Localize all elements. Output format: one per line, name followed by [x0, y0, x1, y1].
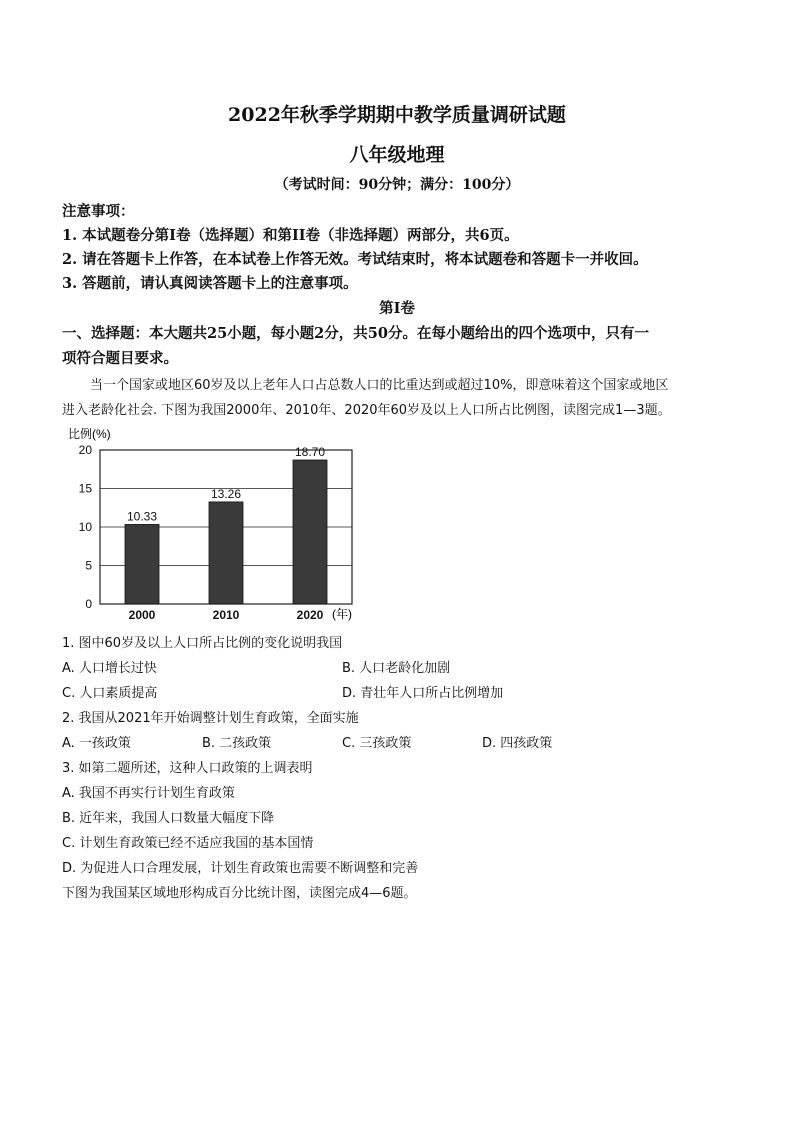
exam-info: （考试时间：90分钟；满分：100分）	[274, 177, 520, 193]
q3-stem: 3. 如第二题所述，这种人口政策的上调表明	[62, 761, 313, 776]
q3-option-c: C. 计划生育政策已经不适应我国的基本国情	[62, 836, 314, 851]
y-tick-label: 15	[78, 481, 92, 496]
notes-heading: 注意事项：	[62, 203, 135, 220]
population-ratio-bar-chart	[60, 420, 370, 630]
bar-2010	[209, 502, 243, 604]
q1-option-c: C. 人口素质提高	[62, 686, 158, 701]
section-heading-line2: 项符合题目要求。	[62, 350, 178, 367]
y-tick-label: 5	[85, 558, 92, 573]
q3-option-b: B. 近年来，我国人口数量大幅度下降	[62, 811, 275, 826]
bar-2020	[293, 460, 327, 604]
note-item-3: 3. 答题前，请认真阅读答题卡上的注意事项。	[62, 275, 358, 292]
y-axis-label: 比例(%)	[68, 427, 111, 441]
q1-option-d: D. 青壮年人口所占比例增加	[342, 686, 504, 701]
q2-option-c: C. 三孩政策	[342, 736, 412, 751]
y-tick-label: 20	[78, 443, 92, 457]
x-tick-label: 2010	[212, 608, 240, 622]
exam-subtitle: 八年级地理	[349, 144, 445, 166]
q2-option-d: D. 四孩政策	[482, 736, 553, 751]
bar-value-label: 13.26	[210, 486, 242, 501]
x-tick-label: 2020	[296, 608, 324, 622]
q1-option-a: A. 人口增长过快	[62, 661, 157, 676]
section-heading-line1: 一、选择题：本大题共25小题，每小题2分，共50分。在每小题给出的四个选项中，只有一	[62, 325, 649, 342]
note-item-1: 1. 本试题卷分第I卷（选择题）和第II卷（非选择题）两部分，共6页。	[62, 227, 519, 244]
q3-option-d: D. 为促进人口合理发展，计划生育政策也需要不断调整和完善	[62, 861, 419, 876]
y-tick-label: 0	[85, 597, 92, 611]
bar-value-label: 10.33	[126, 509, 158, 524]
x-tick-label: 2000	[128, 608, 156, 622]
exam-title: 2022年秋季学期期中教学质量调研试题	[228, 104, 566, 126]
volume-heading: 第I卷	[379, 300, 415, 317]
next-figure-intro: 下图为我国某区域地形构成百分比统计图，读图完成4—6题。	[62, 886, 417, 901]
q2-option-a: A. 一孩政策	[62, 736, 131, 751]
q2-stem: 2. 我国从2021年开始调整计划生育政策，全面实施	[62, 711, 359, 726]
note-item-2: 2. 请在答题卡上作答，在本试卷上作答无效。考试结束时，将本试题卷和答题卡一并收回。	[62, 251, 648, 268]
y-tick-label: 10	[78, 520, 92, 534]
x-axis-label: (年)	[332, 607, 352, 621]
intro-line2: 进入老龄化社会. 下图为我国2000年、2010年、2020年60岁及以上人口所占比例图，读图完成1—3题。	[62, 403, 671, 418]
q1-stem: 1. 图中60岁及以上人口所占比例的变化说明我国	[62, 636, 343, 651]
q2-option-b: B. 二孩政策	[202, 736, 272, 751]
q3-option-a: A. 我国不再实行计划生育政策	[62, 786, 235, 801]
bar-2000	[125, 524, 159, 604]
intro-line1: 当一个国家或地区60岁及以上老年人口占总数人口的比重达到或超过10%，即意味着这个国家或地区	[90, 378, 669, 393]
q1-option-b: B. 人口老龄化加剧	[342, 661, 451, 676]
bar-value-label: 18.70	[294, 445, 326, 460]
